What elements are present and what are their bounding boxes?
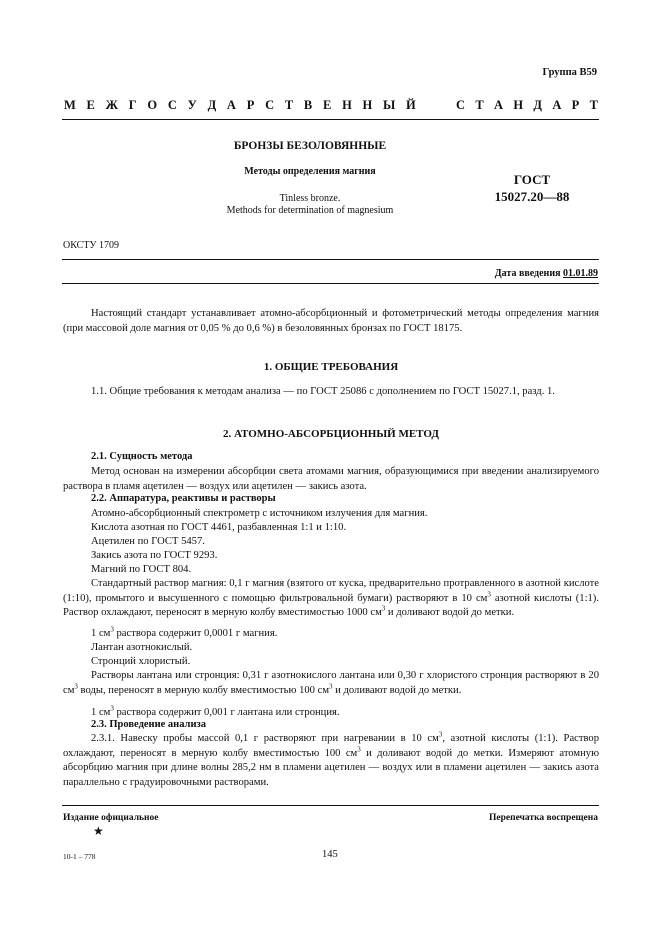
document-subtitle: Методы определения магния [244,166,376,177]
equipment-line-5: Магний по ГОСТ 804. [91,564,192,575]
text-run: и доливают водой до метки. Измеряют атомную абсорбцию магния при длине волны 285,2 нм в пламени ацетилен — воздух или в пламени ацетилен — закись азота параллельно с градуировочными растворами. [63,747,599,788]
heading-letter: Т [589,98,598,112]
header-rule [62,119,599,120]
footer-rule [62,805,599,806]
heading-letter: Ж [105,98,118,112]
heading-letter: С [456,98,466,112]
reagent-strontium: Стронций хлористый. [91,656,191,667]
superscript: 3 [110,704,114,713]
heading-letter: Г [128,98,137,112]
standard-word [456,98,598,113]
equipment-line-2: Кислота азотная по ГОСТ 4461, разбавленная 1:1 и 1:10. [91,522,347,533]
text-run: раствора содержит 0,0001 г магния. [113,628,278,639]
text-run: Стандартный раствор магния: 0,1 г магния (взятого от куска, предварительно протравленного в азотной кислоте (1:10), промытого и высушенного с помощью фильтровальной бумаги) растворяют в 10 см [63,578,599,604]
group-code: Группа В59 [542,67,597,78]
heading-letter: Е [322,98,332,112]
effective-date-label: Дата введения [494,268,561,279]
page-number: 145 [322,849,338,860]
reprint-prohibited-label: Перепечатка воспрещена [488,813,598,823]
heading-letter: Д [207,98,217,112]
heading-letter: М [64,98,76,112]
okstu-code: ОКСТУ 1709 [63,240,120,251]
heading-letter: А [494,98,504,112]
magnesium-standard-paragraph [63,577,599,621]
text-run: и доливают водой до метки. [385,607,515,619]
print-code: 10-1 – 778 [63,852,96,861]
superscript: 3 [487,590,491,599]
text-run: и доливают водой до метки. [332,684,462,696]
english-title-line2: Methods for determination of magnesium [226,205,394,216]
text-run: 2.3.1. Навеску пробы массой 0,1 г растворяют при нагревании в 10 см [91,733,439,744]
heading-letter: У [187,98,197,112]
superscript: 3 [438,730,443,739]
heading-letter: А [226,98,236,112]
gost-code: 15027.20—88 [494,189,570,204]
heading-letter: Д [533,98,542,112]
magnesium-concentration-line [91,627,277,642]
paragraph-2-1: Метод основан на измерении абсорбции света атомами магния, образующимися при введении анализируемого раствора в пламя ацетилен — воздух или ацетилен — закись азота. [63,466,599,492]
superscript: 3 [110,625,114,634]
heading-letter: Н [362,98,373,112]
subsection-2-3-heading: 2.3. Проведение анализа [91,719,206,730]
heading-letter: Ы [383,98,396,112]
heading-letter: Й [406,98,416,112]
equipment-line-3: Ацетилен по ГОСТ 5457. [91,536,205,547]
text-run: 1 см [91,707,111,718]
paragraph-1-1: 1.1. Общие требования к методам анализа — по ГОСТ 25086 с дополнением по ГОСТ 15027.1, разд. 1. [91,386,555,397]
english-title-line1: Tinless bronze. [279,193,341,204]
text-run: раствора содержит 0,001 г лантана или стронция. [113,707,340,718]
heading-letter: Е [86,98,95,112]
heading-letter: Т [284,98,294,112]
equipment-line-4: Закись азота по ГОСТ 9293. [91,550,218,561]
subsection-2-1-heading: 2.1. Сущность метода [91,451,193,462]
reagent-lanthanum: Лантан азотнокислый. [91,642,193,653]
lanthanum-solution-paragraph [63,669,599,698]
star-icon: ★ [93,824,104,838]
text-run: 1 см [91,628,111,639]
superscript: 3 [74,682,78,691]
heading-letter: С [167,98,177,112]
text-run: азотной кислоты (1:1). Раствор охлаждают, переносят в мерную колбу вместимостью 1000 см [63,592,599,619]
equipment-line-1: Атомно-абсорбционный спектрометр с источником излучения для магния. [91,508,428,519]
heading-letter: Р [246,98,255,112]
subsection-2-2-heading: 2.2. Аппаратура, реактивы и растворы [91,493,276,504]
superscript: 3 [357,745,361,754]
document-title: БРОНЗЫ БЕЗОЛОВЯННЫЕ [233,140,387,152]
heading-letter: С [265,98,275,112]
official-edition-label: Издание официальное [63,813,159,823]
text-run: воды, переносят в мерную колбу вместимостью 100 см [77,684,330,696]
section-2-heading: 2. АТОМНО-АБСОРБЦИОННЫЙ МЕТОД [223,428,439,440]
heading-letter: Т [475,98,484,112]
heading-letter: О [147,98,158,112]
section-1-heading: 1. ОБЩИЕ ТРЕБОВАНИЯ [263,361,399,373]
effective-date-value: 01.01.89 [563,268,598,279]
paragraph-2-3-1 [63,732,599,790]
heading-letter: В [303,98,313,112]
gost-number [478,171,586,205]
effective-date [495,268,598,279]
interstate-word [64,98,416,113]
gost-label: ГОСТ [513,172,551,187]
text-run: Растворы лантана или стронция: 0,31 г азотнокислого лантана или 0,30 г хлористого стронция растворяют в 20 см [63,670,599,696]
heading-letter: Н [513,98,524,112]
okstu-rule [62,259,599,260]
intro-paragraph: Настоящий стандарт устанавливает атомно-абсорбционный и фотометрический методы определения магния (при массовой доле магния от 0,05 % до 0,6 %) в безоловянных бронзах по ГОСТ 18175. [63,308,599,334]
date-rule [62,283,599,284]
text-run: , азотной кислоты (1:1). Раствор охлаждают, переносят в мерную колбу вместимостью 100 см [63,733,600,759]
interstate-standard-heading [64,98,598,113]
heading-letter: Р [571,98,580,112]
heading-letter: А [552,98,562,112]
heading-letter: Н [342,98,352,112]
superscript: 3 [381,604,386,613]
superscript: 3 [329,682,333,691]
